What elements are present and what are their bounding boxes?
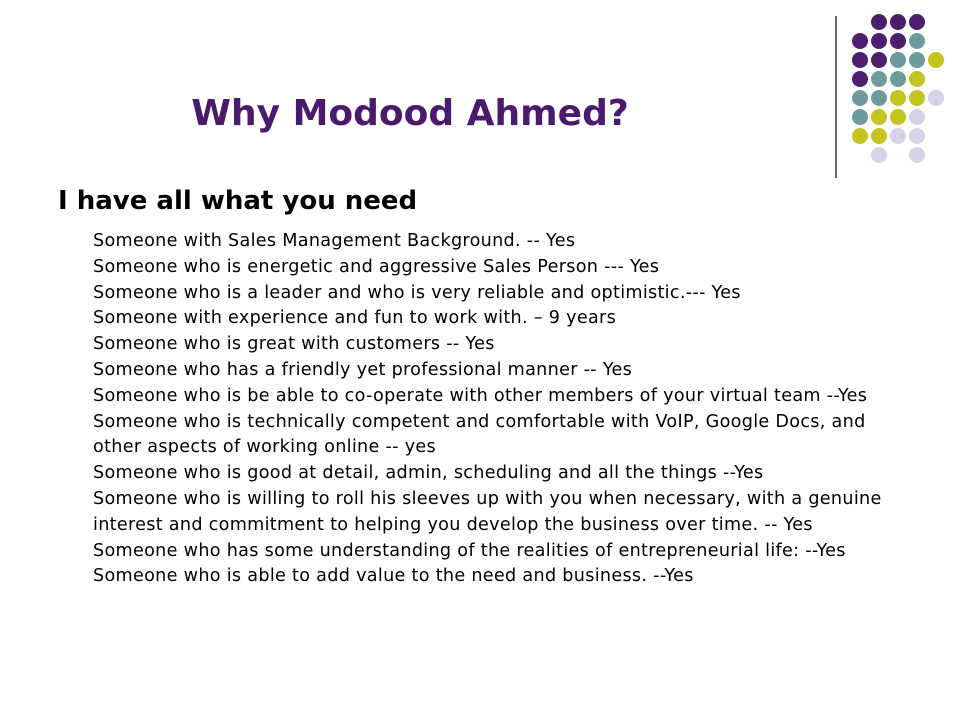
decorative-dot [909, 147, 925, 163]
decorative-dot [871, 33, 887, 49]
decorative-dot [871, 14, 887, 30]
decorative-dot [890, 109, 906, 125]
decorative-dot [871, 128, 887, 144]
decorative-dot [871, 52, 887, 68]
decorative-dot [928, 90, 944, 106]
decorative-dot [909, 14, 925, 30]
decorative-dot [928, 52, 944, 68]
decorative-dot [871, 90, 887, 106]
decorative-dot [852, 52, 868, 68]
list-item: Someone who has some understanding of the realities of entrepreneurial life: --Yes [93, 540, 846, 561]
vertical-divider [835, 16, 837, 178]
decorative-dot [890, 71, 906, 87]
list-item: Someone who is able to add value to the need and business. --Yes [93, 566, 694, 587]
decorative-dot [909, 33, 925, 49]
slide-subheading: I have all what you need [58, 186, 418, 216]
decorative-dot [909, 71, 925, 87]
decorative-dot [909, 109, 925, 125]
slide-title: Why Modood Ahmed? [191, 93, 629, 134]
decorative-dot [852, 33, 868, 49]
decorative-dot [909, 128, 925, 144]
decorative-dot [871, 109, 887, 125]
list-item: Someone who is great with customers -- Yes [93, 334, 495, 355]
decorative-dot [909, 52, 925, 68]
decorative-dot [852, 128, 868, 144]
decorative-dot [871, 71, 887, 87]
decorative-dot [852, 109, 868, 125]
list-item: Someone who is be able to co-operate with other members of your virtual team --Yes [93, 385, 868, 406]
list-item: Someone with Sales Management Background. -- Yes [93, 231, 576, 251]
decorative-dot [890, 52, 906, 68]
decorative-dot [852, 71, 868, 87]
list-item: Someone with experience and fun to work with. – 9 years [93, 308, 617, 329]
decorative-dot [909, 90, 925, 106]
decorative-dot [890, 14, 906, 30]
decorative-dot [871, 147, 887, 163]
list-item: Someone who is a leader and who is very reliable and optimistic.--- Yes [93, 282, 741, 303]
list-item: Someone who has a friendly yet professional manner -- Yes [93, 359, 633, 380]
decorative-dot [852, 90, 868, 106]
decorative-dot [890, 128, 906, 144]
list-item: Someone who is energetic and aggressive Sales Person --- Yes [93, 256, 660, 277]
decorative-dot [890, 90, 906, 106]
list-item: Someone who is willing to roll his sleeves up with you when necessary, with a genuine interest and commitment to helping you develop the business over time. -- Yes [93, 488, 882, 535]
list-item: Someone who is good at detail, admin, scheduling and all the things --Yes [93, 463, 764, 484]
decorative-dot [890, 33, 906, 49]
qualification-list [93, 229, 893, 590]
list-item: Someone who is technically competent and comfortable with VoIP, Google Docs, and other aspects of working online -- yes [93, 411, 866, 458]
